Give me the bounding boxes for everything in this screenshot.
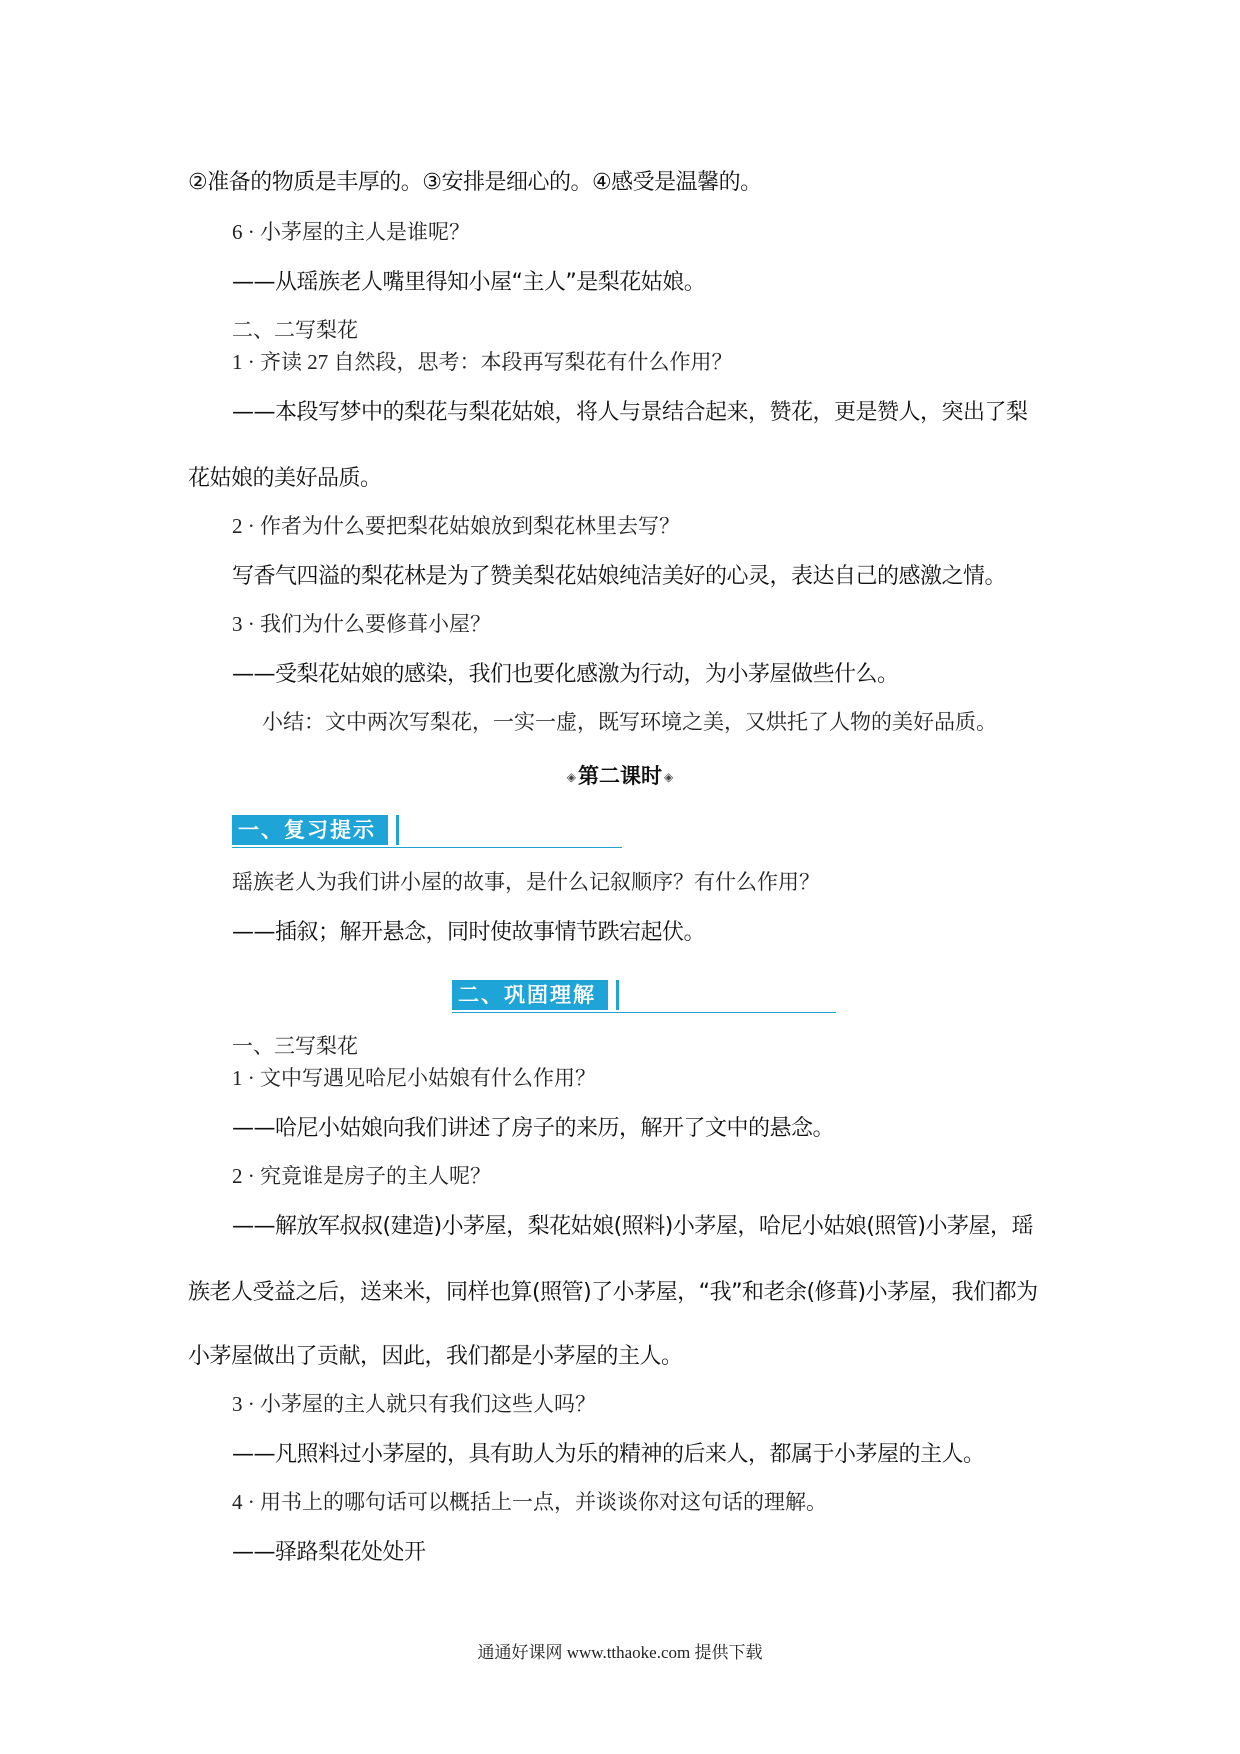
- answer-line: ——解放军叔叔(建造)小茅屋，梨花姑娘(照料)小茅屋，哈尼小姑娘(照管)小茅屋，瑶: [232, 1214, 1034, 1239]
- question-line: 3 · 我们为什么要修葺小屋？: [232, 612, 491, 636]
- question-line: 6 · 小茅屋的主人是谁呢？: [232, 220, 470, 244]
- answer-line: ——受梨花姑娘的感染，我们也要化感激为行动，为小茅屋做些什么。: [232, 662, 899, 687]
- answer-line: ——从瑶族老人嘴里得知小屋“主人”是梨花姑娘。: [232, 270, 706, 295]
- answer-line: ——凡照料过小茅屋的，具有助人为乐的精神的后来人，都属于小茅屋的主人。: [232, 1442, 985, 1467]
- header-bar-accent: [396, 815, 399, 845]
- question-line: 4 · 用书上的哪句话可以概括上一点，并谈谈你对这句话的理解。: [232, 1490, 827, 1514]
- header-underline: [452, 1012, 836, 1013]
- question-line: 2 · 作者为什么要把梨花姑娘放到梨花林里去写？: [232, 514, 680, 538]
- question-line: 3 · 小茅屋的主人就只有我们这些人吗？: [232, 1392, 596, 1416]
- answer-line: ——驿路梨花处处开: [232, 1540, 426, 1565]
- subsection-heading: 一、三写梨花: [232, 1034, 358, 1058]
- answer-line: ——本段写梦中的梨花与梨花姑娘，将人与景结合起来，赞花，更是赞人，突出了梨: [232, 400, 1028, 425]
- question-line: 1 · 文中写遇见哈尼小姑娘有什么作用？: [232, 1066, 596, 1090]
- question-line: 1 · 齐读 27 自然段，思考：本段再写梨花有什么作用？: [232, 350, 733, 374]
- header-bar-accent: [616, 980, 619, 1010]
- subsection-heading: 二、二写梨花: [232, 318, 358, 342]
- section-header-review: [232, 815, 622, 849]
- answer-line: ②准备的物质是丰厚的。③安排是细心的。④感受是温馨的。: [188, 170, 762, 195]
- question-line: 瑶族老人为我们讲小屋的故事，是什么记叙顺序？有什么作用？: [232, 870, 820, 894]
- section-header-label: 二、巩固理解: [452, 980, 608, 1010]
- ornament-icon: ◈: [664, 770, 674, 784]
- section-header-label: 一、复习提示: [232, 815, 388, 845]
- answer-line: 族老人受益之后，送来米，同样也算(照管)了小茅屋，“我”和老余(修葺)小茅屋，我们都为: [188, 1280, 1038, 1305]
- section-header-consolidate: [452, 980, 836, 1014]
- lesson-title: ◈第二课时 ◈: [566, 764, 674, 788]
- answer-line: 小茅屋做出了贡献，因此，我们都是小茅屋的主人。: [188, 1344, 683, 1369]
- header-underline: [232, 847, 622, 848]
- answer-line: ——插叙；解开悬念，同时使故事情节跌宕起伏。: [232, 920, 706, 945]
- answer-line: ——哈尼小姑娘向我们讲述了房子的来历，解开了文中的悬念。: [232, 1116, 835, 1141]
- question-line: 2 · 究竟谁是房子的主人呢？: [232, 1164, 491, 1188]
- page-footer: 通通好课网 www.tthaoke.com 提供下载: [477, 1643, 763, 1662]
- answer-line: 花姑娘的美好品质。: [188, 466, 382, 491]
- ornament-icon: ◈: [566, 770, 576, 784]
- summary-line: 小结：文中两次写梨花，一实一虚，既写环境之美，又烘托了人物的美好品质。: [262, 710, 997, 734]
- answer-line: 写香气四溢的梨花林是为了赞美梨花姑娘纯洁美好的心灵，表达自己的感激之情。: [232, 564, 1007, 589]
